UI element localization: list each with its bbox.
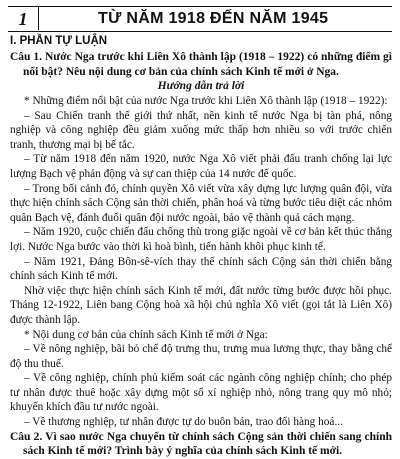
page-body — [10, 34, 392, 459]
page-number: 1 — [18, 9, 28, 29]
answer-guide-label: Hướng dẫn trả lời — [157, 80, 245, 92]
paragraph: – Về nông nghiệp, bãi bỏ chế độ trưng thu, trưng mua lương thực, thay bằng chế độ thu thuế. — [10, 343, 392, 370]
paragraph: * Những điểm nổi bật của nước Nga trước khi Liên Xô thành lập (1918 – 1922): — [24, 95, 388, 107]
page-header — [8, 6, 392, 32]
section-title: I. PHẦN TỰ LUẬN — [10, 35, 108, 47]
paragraph: – Về thương nghiệp, tư nhân được tự do buôn bán, trao đổi hàng hoá... — [24, 416, 343, 429]
paragraph: – Năm 1920, cuộc chiến đấu chống thù trong giặc ngoài về cơ bản kết thúc thắng lợi. Nước Nga bước vào thời kì hoà bình, tiến hành khôi phục kinh tế. — [10, 226, 392, 253]
paragraph: – Trong bối cảnh đó, chính quyền Xô viết vừa xây dựng lực lượng quân đội, vừa thực hiện chính sách Cộng sản thời chiến, phân hoá và từng bước tiêu diệt các nhóm quân Bạch vệ, đánh đuổi quân đội nước ngoài, bảo vệ thành quả cách mạng. — [10, 182, 392, 224]
paragraph: – Về công nghiệp, chính phủ kiểm soát các ngành công nghiệp chính; cho phép tư nhân được thuê hoặc xây dựng một số xí nghiệp nhỏ, nông trang quy mô nhỏ; khuyến khích đầu tư nước ngoài. — [10, 372, 392, 414]
paragraph: – Năm 1921, Đảng Bôn-sê-vích thay thế chính sách Cộng sản thời chiến bằng chính sách Kinh tế mới. — [10, 255, 392, 283]
question-1: Câu 1. Nước Nga trước khi Liên Xô thành lập (1918 – 1922) có những điểm gì nổi bật? Nêu nội dung cơ bản của chính sách Kinh tế mới ở Nga. — [10, 51, 392, 78]
paragraph: * Nội dung cơ bản của chính sách Kinh tế mới ở Nga: — [24, 328, 268, 341]
question-2: Câu 2. Vì sao nước Nga chuyển từ chính sách Cộng sản thời chiến sang chính sách Kinh tế mới? Trình bày ý nghĩa của chính sách Kinh tế mới. — [10, 430, 392, 458]
chapter-title: TỪ NĂM 1918 ĐẾN NĂM 1945 — [98, 10, 329, 27]
paragraph: Nhờ việc thực hiện chính sách Kinh tế mới, đất nước từng bước được hồi phục. Tháng 12-1922, Liên bang Cộng hoà xã hội chủ nghĩa Xô viết (gọi tắt là Liên Xô) được thành lập. — [10, 284, 392, 326]
paragraph: – Sau Chiến tranh thế giới thứ nhất, nền kinh tế nước Nga bị tàn phá, nông nghiệp và công nghiệp đều giảm xuống mức thấp hơn nhiều so với trước chiến tranh, thương mại bị bế tắc. — [10, 109, 392, 151]
paragraph: – Từ năm 1918 đến năm 1920, nước Nga Xô viết phải đấu tranh chống lại lực lượng Bạch vệ phản động và sự can thiệp của 14 nước đế quốc. — [10, 153, 392, 180]
header-divider — [38, 7, 39, 30]
